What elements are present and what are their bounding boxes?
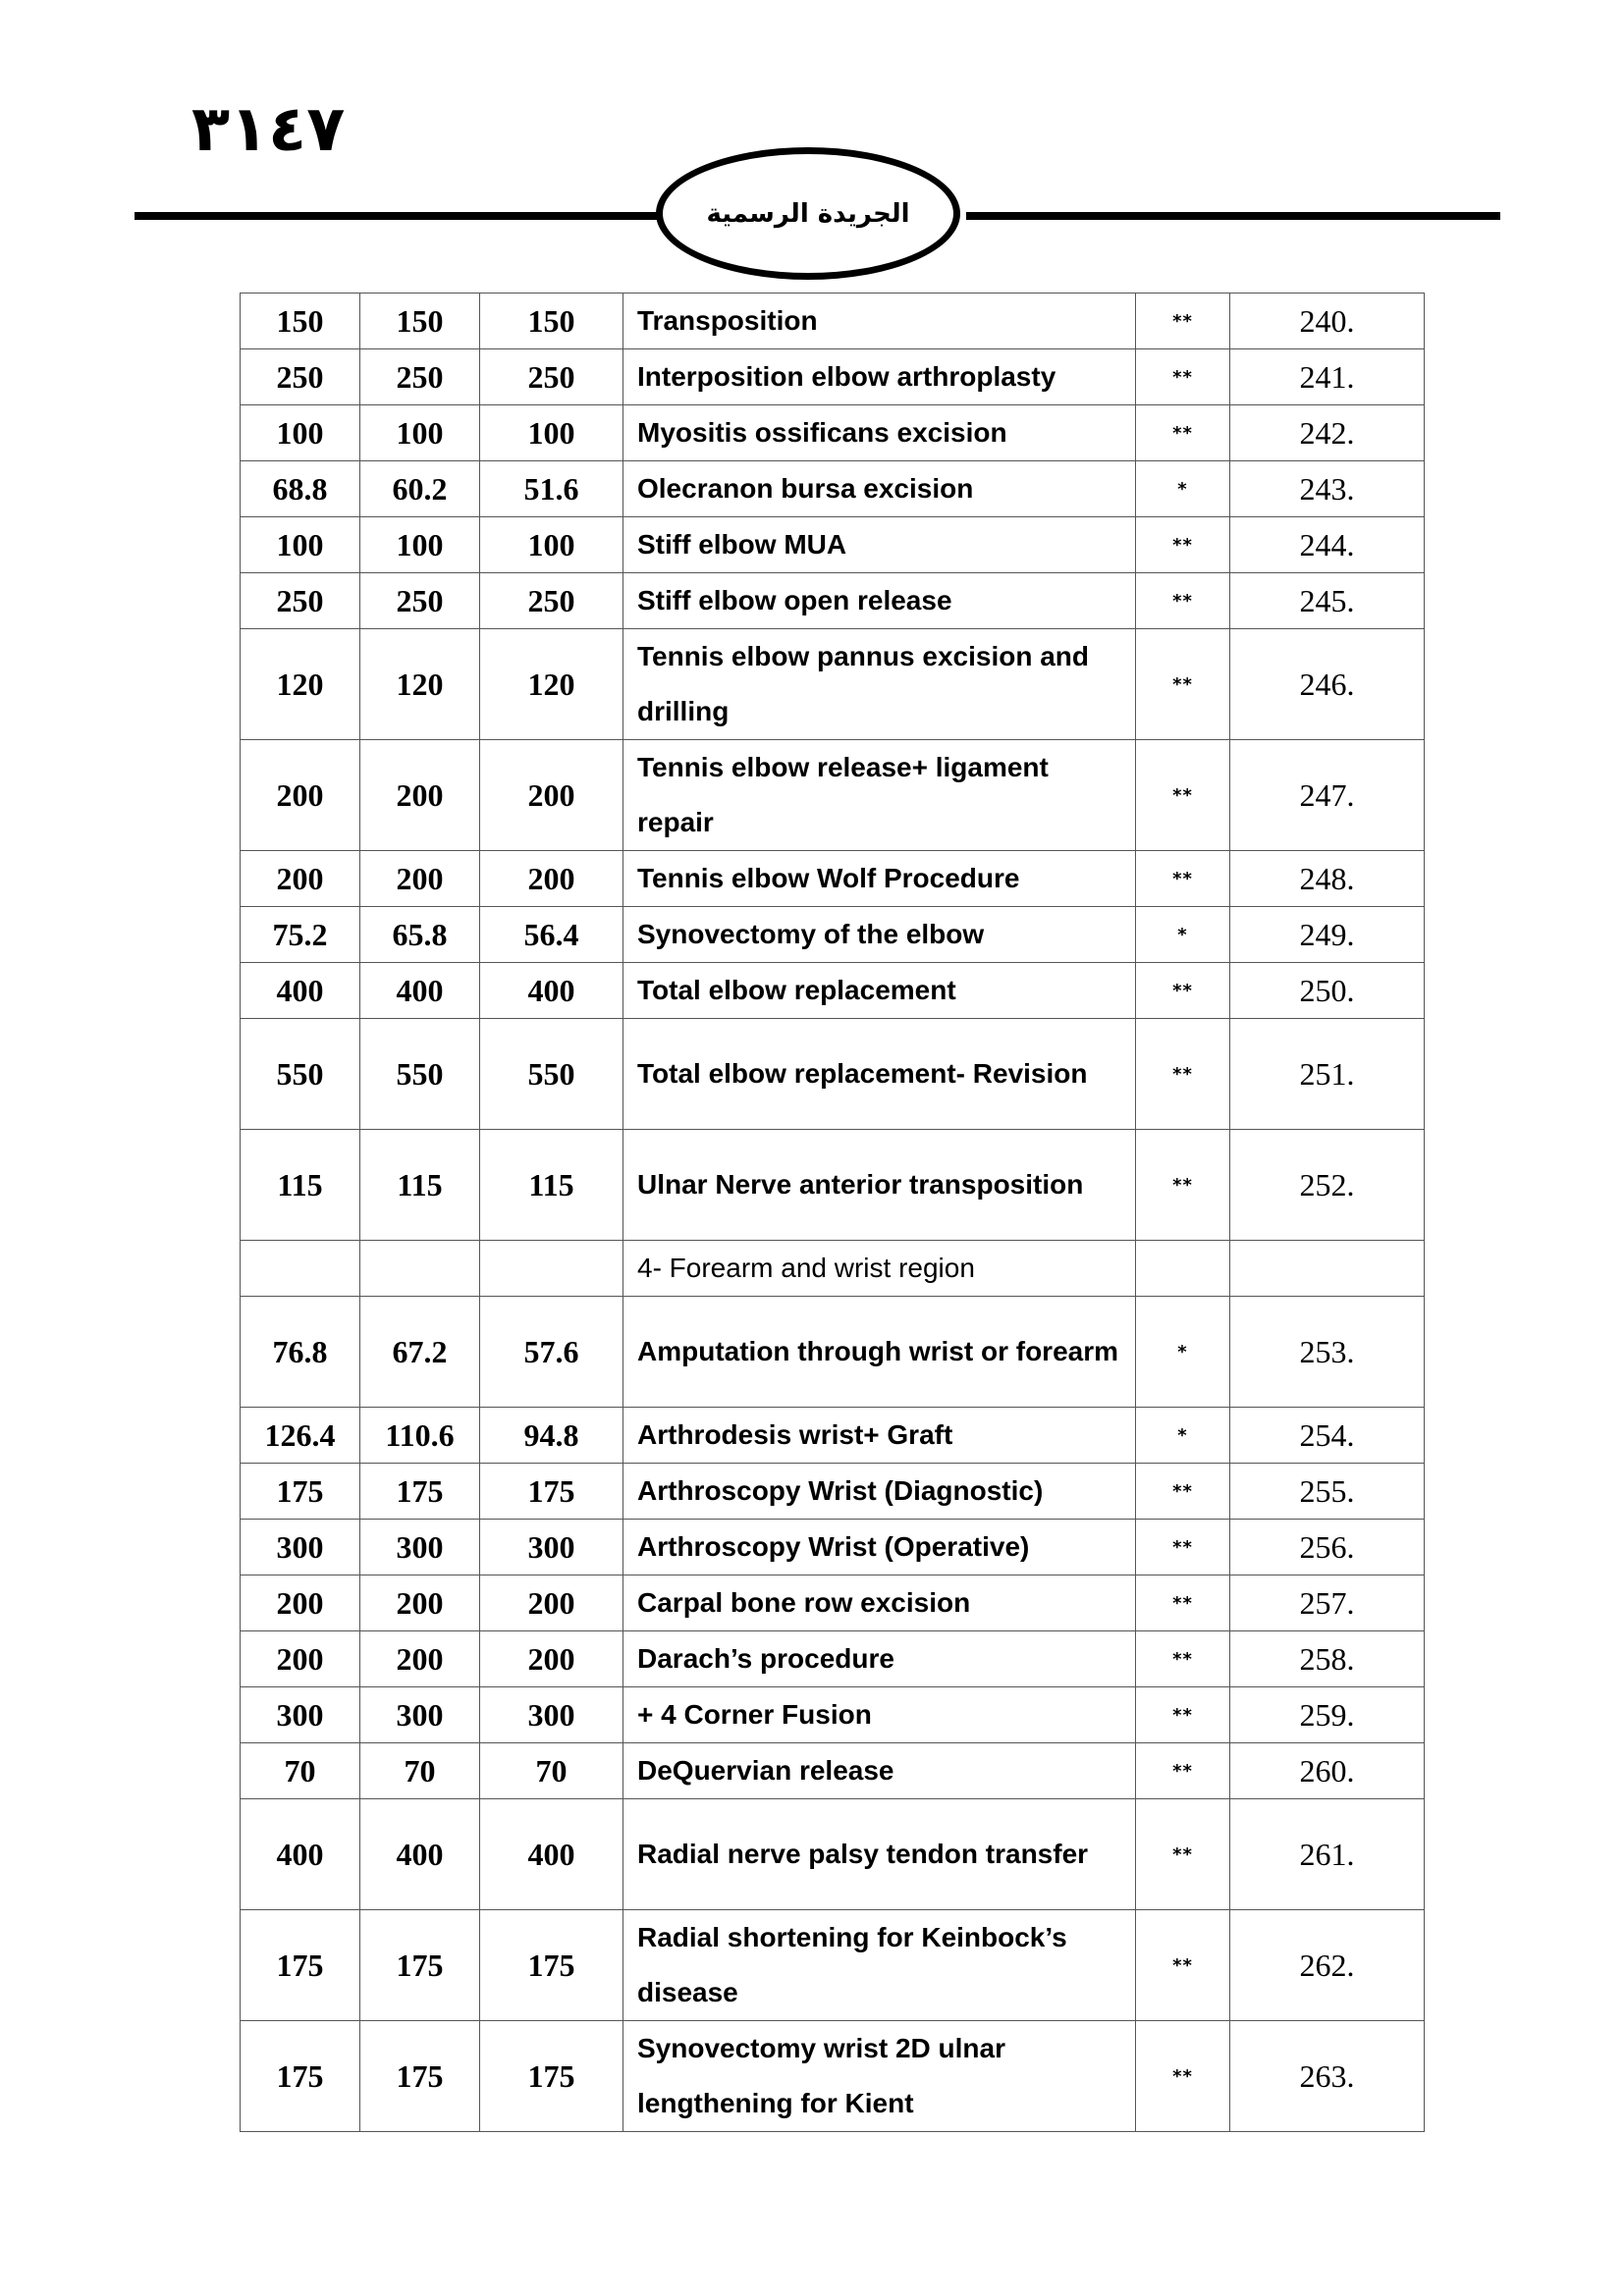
- item-number: 255.: [1230, 1464, 1425, 1520]
- item-number: 245.: [1230, 573, 1425, 629]
- fee-value-1: 150: [241, 294, 360, 349]
- fee-value-3: 300: [480, 1687, 623, 1743]
- section-title: 4- Forearm and wrist region: [623, 1241, 1136, 1297]
- table-row: [241, 1575, 1425, 1631]
- fee-value-2: 200: [360, 740, 480, 851]
- item-number: 260.: [1230, 1743, 1425, 1799]
- table-row: [241, 517, 1425, 573]
- fee-value-1: 100: [241, 405, 360, 461]
- item-number: 248.: [1230, 851, 1425, 907]
- table-row: [241, 740, 1425, 851]
- fee-value-1: 126.4: [241, 1408, 360, 1464]
- fee-value-1: 175: [241, 1910, 360, 2021]
- fee-value-1: [241, 1241, 360, 1297]
- classification-mark: **: [1136, 629, 1230, 740]
- fee-value-1: 200: [241, 851, 360, 907]
- classification-mark: **: [1136, 294, 1230, 349]
- table-row: [241, 461, 1425, 517]
- fee-value-2: 300: [360, 1687, 480, 1743]
- fee-value-3: 250: [480, 573, 623, 629]
- item-number: 258.: [1230, 1631, 1425, 1687]
- procedure-name: Stiff elbow open release: [623, 573, 1136, 629]
- procedure-name: Synovectomy of the elbow: [623, 907, 1136, 963]
- header-rule-left: [135, 212, 657, 220]
- fee-value-1: 76.8: [241, 1297, 360, 1408]
- fee-value-1: 70: [241, 1743, 360, 1799]
- table-row: [241, 1408, 1425, 1464]
- classification-mark: **: [1136, 1464, 1230, 1520]
- fee-value-2: 60.2: [360, 461, 480, 517]
- fee-value-2: 550: [360, 1019, 480, 1130]
- procedure-name: Tennis elbow pannus excision and drilling: [623, 629, 1136, 740]
- fee-value-3: 94.8: [480, 1408, 623, 1464]
- fee-value-3: 115: [480, 1130, 623, 1241]
- classification-mark: [1136, 1241, 1230, 1297]
- fee-value-3: 400: [480, 963, 623, 1019]
- fee-value-2: 115: [360, 1130, 480, 1241]
- fee-value-2: 175: [360, 1464, 480, 1520]
- fee-value-1: 200: [241, 1631, 360, 1687]
- table-row: [241, 907, 1425, 963]
- item-number: 256.: [1230, 1520, 1425, 1575]
- fee-value-2: 150: [360, 294, 480, 349]
- procedure-name: Radial nerve palsy tendon transfer: [623, 1799, 1136, 1910]
- header-rule-right: [966, 212, 1500, 220]
- fee-value-3: 70: [480, 1743, 623, 1799]
- fee-value-3: 150: [480, 294, 623, 349]
- classification-mark: **: [1136, 1799, 1230, 1910]
- table-row: [241, 349, 1425, 405]
- fee-value-3: 200: [480, 1575, 623, 1631]
- fee-value-2: 67.2: [360, 1297, 480, 1408]
- item-number: 246.: [1230, 629, 1425, 740]
- fee-value-3: [480, 1241, 623, 1297]
- classification-mark: **: [1136, 740, 1230, 851]
- item-number: 243.: [1230, 461, 1425, 517]
- gazette-title: الجريدة الرسمية: [706, 198, 910, 229]
- fee-value-2: 110.6: [360, 1408, 480, 1464]
- fee-value-2: 400: [360, 1799, 480, 1910]
- classification-mark: **: [1136, 2021, 1230, 2132]
- fee-value-3: 51.6: [480, 461, 623, 517]
- procedure-name: + 4 Corner Fusion: [623, 1687, 1136, 1743]
- item-number: 250.: [1230, 963, 1425, 1019]
- fee-value-3: 300: [480, 1520, 623, 1575]
- fee-value-3: 175: [480, 2021, 623, 2132]
- item-number: 251.: [1230, 1019, 1425, 1130]
- table-row: [241, 851, 1425, 907]
- fee-value-1: 400: [241, 963, 360, 1019]
- item-number: 249.: [1230, 907, 1425, 963]
- procedure-name: Tennis elbow Wolf Procedure: [623, 851, 1136, 907]
- classification-mark: **: [1136, 1631, 1230, 1687]
- procedure-name: Arthroscopy Wrist (Operative): [623, 1520, 1136, 1575]
- fee-value-2: 250: [360, 349, 480, 405]
- fee-value-1: 250: [241, 349, 360, 405]
- classification-mark: **: [1136, 1130, 1230, 1241]
- fee-value-2: 65.8: [360, 907, 480, 963]
- fee-value-3: 100: [480, 517, 623, 573]
- gazette-masthead: [656, 147, 960, 280]
- procedure-name: Arthroscopy Wrist (Diagnostic): [623, 1464, 1136, 1520]
- table-row: [241, 1910, 1425, 2021]
- item-number: 253.: [1230, 1297, 1425, 1408]
- procedure-name: DeQuervian release: [623, 1743, 1136, 1799]
- classification-mark: **: [1136, 405, 1230, 461]
- classification-mark: **: [1136, 517, 1230, 573]
- fee-value-2: 100: [360, 517, 480, 573]
- fee-value-1: 400: [241, 1799, 360, 1910]
- fee-value-3: 100: [480, 405, 623, 461]
- item-number: 263.: [1230, 2021, 1425, 2132]
- procedure-name: Myositis ossificans excision: [623, 405, 1136, 461]
- procedure-name: Darach’s procedure: [623, 1631, 1136, 1687]
- classification-mark: *: [1136, 907, 1230, 963]
- fee-value-3: 200: [480, 851, 623, 907]
- classification-mark: **: [1136, 963, 1230, 1019]
- classification-mark: **: [1136, 349, 1230, 405]
- procedure-fee-table: [240, 293, 1425, 2132]
- fee-value-1: 175: [241, 1464, 360, 1520]
- fee-value-1: 115: [241, 1130, 360, 1241]
- fee-value-1: 550: [241, 1019, 360, 1130]
- fee-value-3: 56.4: [480, 907, 623, 963]
- fee-value-1: 175: [241, 2021, 360, 2132]
- classification-mark: *: [1136, 1408, 1230, 1464]
- table-row: [241, 1130, 1425, 1241]
- procedure-name: Transposition: [623, 294, 1136, 349]
- fee-value-1: 100: [241, 517, 360, 573]
- item-number: [1230, 1241, 1425, 1297]
- fee-value-3: 550: [480, 1019, 623, 1130]
- fee-value-2: 200: [360, 851, 480, 907]
- classification-mark: **: [1136, 1687, 1230, 1743]
- procedure-name: Interposition elbow arthroplasty: [623, 349, 1136, 405]
- classification-mark: **: [1136, 851, 1230, 907]
- fee-value-2: 120: [360, 629, 480, 740]
- classification-mark: *: [1136, 461, 1230, 517]
- fee-value-2: 175: [360, 2021, 480, 2132]
- section-header-row: [241, 1241, 1425, 1297]
- procedure-name: Arthrodesis wrist+ Graft: [623, 1408, 1136, 1464]
- classification-mark: **: [1136, 1019, 1230, 1130]
- table-row: [241, 629, 1425, 740]
- page-number: ٣١٤٧: [191, 93, 346, 166]
- procedure-name: Ulnar Nerve anterior transposition: [623, 1130, 1136, 1241]
- item-number: 261.: [1230, 1799, 1425, 1910]
- table-row: [241, 573, 1425, 629]
- fee-value-3: 57.6: [480, 1297, 623, 1408]
- table-row: [241, 1464, 1425, 1520]
- fee-value-3: 200: [480, 1631, 623, 1687]
- procedure-name: Tennis elbow release+ ligament repair: [623, 740, 1136, 851]
- fee-value-1: 120: [241, 629, 360, 740]
- item-number: 241.: [1230, 349, 1425, 405]
- fee-value-3: 120: [480, 629, 623, 740]
- table-row: [241, 294, 1425, 349]
- classification-mark: **: [1136, 1520, 1230, 1575]
- item-number: 259.: [1230, 1687, 1425, 1743]
- table-row: [241, 963, 1425, 1019]
- fee-value-1: 250: [241, 573, 360, 629]
- procedure-name: Radial shortening for Keinbock’s disease: [623, 1910, 1136, 2021]
- item-number: 252.: [1230, 1130, 1425, 1241]
- fee-value-3: 175: [480, 1910, 623, 2021]
- procedure-name: Olecranon bursa excision: [623, 461, 1136, 517]
- table-row: [241, 1631, 1425, 1687]
- fee-value-3: 175: [480, 1464, 623, 1520]
- item-number: 254.: [1230, 1408, 1425, 1464]
- procedure-name: Amputation through wrist or forearm: [623, 1297, 1136, 1408]
- table-row: [241, 1687, 1425, 1743]
- item-number: 242.: [1230, 405, 1425, 461]
- fee-value-1: 200: [241, 740, 360, 851]
- fee-value-2: 400: [360, 963, 480, 1019]
- table-row: [241, 1019, 1425, 1130]
- classification-mark: **: [1136, 573, 1230, 629]
- fee-value-3: 400: [480, 1799, 623, 1910]
- classification-mark: **: [1136, 1743, 1230, 1799]
- fee-value-2: [360, 1241, 480, 1297]
- fee-value-3: 200: [480, 740, 623, 851]
- fee-value-2: 100: [360, 405, 480, 461]
- table-row: [241, 2021, 1425, 2132]
- fee-value-3: 250: [480, 349, 623, 405]
- procedure-name: Synovectomy wrist 2D ulnar lengthening for Kient: [623, 2021, 1136, 2132]
- fee-value-2: 175: [360, 1910, 480, 2021]
- fee-value-2: 200: [360, 1631, 480, 1687]
- classification-mark: *: [1136, 1297, 1230, 1408]
- classification-mark: **: [1136, 1910, 1230, 2021]
- fee-value-2: 250: [360, 573, 480, 629]
- procedure-name: Total elbow replacement- Revision: [623, 1019, 1136, 1130]
- procedure-name: Stiff elbow MUA: [623, 517, 1136, 573]
- item-number: 240.: [1230, 294, 1425, 349]
- table-row: [241, 1297, 1425, 1408]
- table-row: [241, 405, 1425, 461]
- fee-value-2: 70: [360, 1743, 480, 1799]
- table-row: [241, 1743, 1425, 1799]
- item-number: 244.: [1230, 517, 1425, 573]
- fee-value-1: 300: [241, 1687, 360, 1743]
- fee-value-2: 200: [360, 1575, 480, 1631]
- fee-value-1: 200: [241, 1575, 360, 1631]
- item-number: 247.: [1230, 740, 1425, 851]
- classification-mark: **: [1136, 1575, 1230, 1631]
- fee-value-2: 300: [360, 1520, 480, 1575]
- item-number: 262.: [1230, 1910, 1425, 2021]
- fee-value-1: 68.8: [241, 461, 360, 517]
- item-number: 257.: [1230, 1575, 1425, 1631]
- procedure-name: Carpal bone row excision: [623, 1575, 1136, 1631]
- table-row: [241, 1799, 1425, 1910]
- fee-value-1: 300: [241, 1520, 360, 1575]
- procedure-name: Total elbow replacement: [623, 963, 1136, 1019]
- fee-value-1: 75.2: [241, 907, 360, 963]
- table-row: [241, 1520, 1425, 1575]
